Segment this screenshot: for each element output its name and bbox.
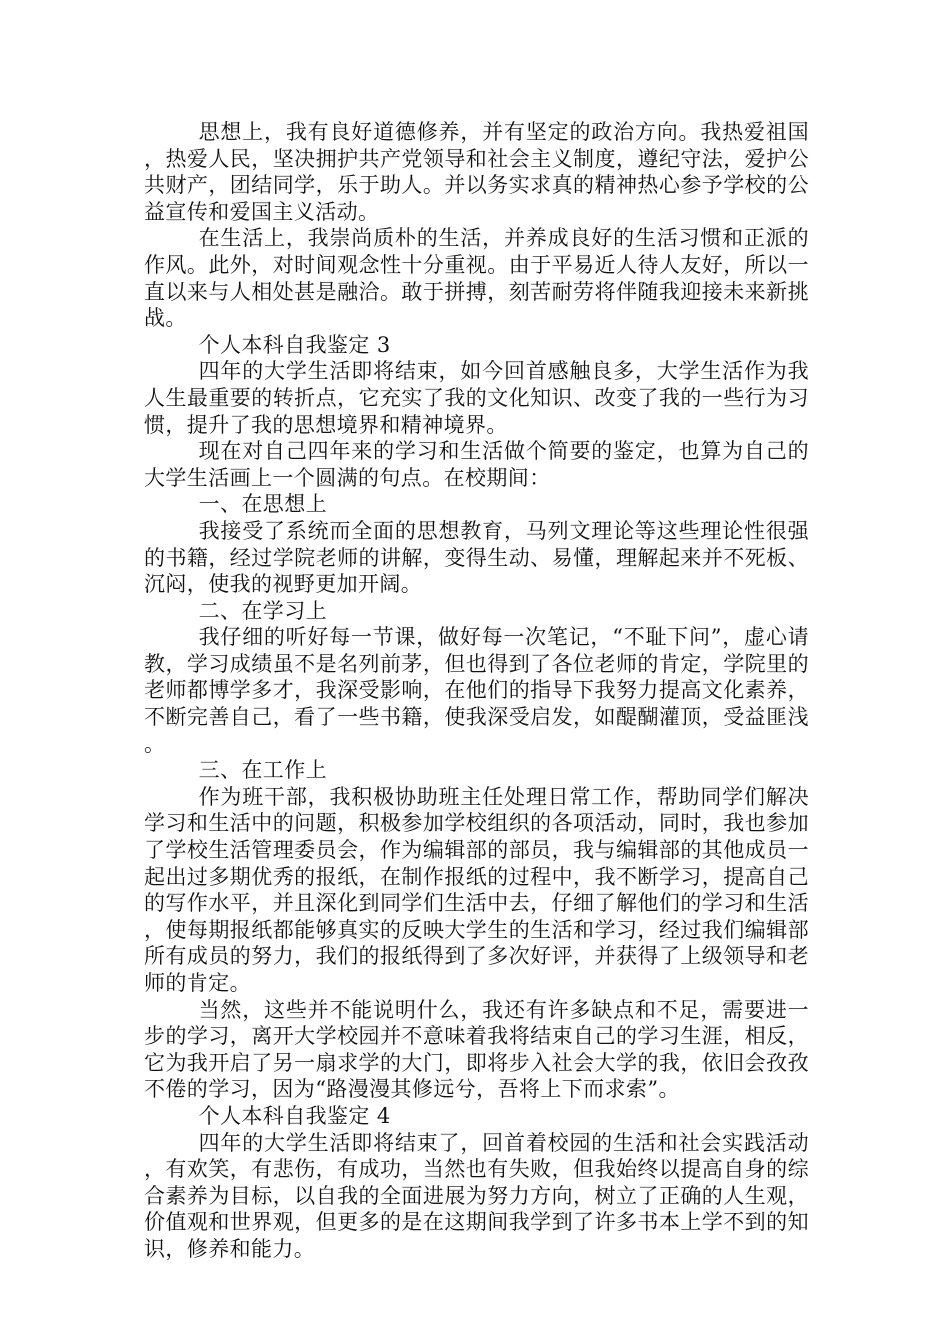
paragraph-intro-4: 四年的大学生活即将结束了，回首着校园的生活和社会实践活动，有欢笑，有悲伤，有成功，当然也有失败，但我始终以提高自身的综合素养为目标，以自我的全面进展为努力方向，树立了正确的人生观，价值观和世界观，但更多的是在这期间我学到了许多书本上学不到的知识，修养和能力。 xyxy=(144,1130,809,1261)
subheading-work: 三、在工作上 xyxy=(198,758,327,783)
paragraph-summary-3: 现在对自己四年来的学习和生活做个简要的鉴定，也算为自己的大学生活画上一个圆满的句点。在校期间： xyxy=(144,439,809,490)
subheading-ideology: 一、在思想上 xyxy=(198,492,327,517)
paragraph-intro-3: 四年的大学生活即将结束，如今回首感触良多，大学生活作为我人生最重要的转折点，它充实了我的文化知识、改变了我的一些行为习惯，提升了我的思想境界和精神境界。 xyxy=(144,359,809,437)
paragraph-life: 在生活上，我崇尚质朴的生活，并养成良好的生活习惯和正派的作风。此外，对时间观念性十分重视。由于平易近人待人友好，所以一直以来与人相处甚是融洽。敢于拼搏，刻苦耐劳将伴随我迎接未来新挑战。 xyxy=(144,226,809,331)
document-body xyxy=(144,119,809,1263)
paragraph-ideology-education: 我接受了系统而全面的思想教育，马列文理论等这些理论性很强的书籍，经过学院老师的讲解，变得生动、易懂，理解起来并不死板、沉闷，使我的视野更加开阔。 xyxy=(144,518,809,597)
paragraph-reflection: 当然，这些并不能说明什么，我还有许多缺点和不足，需要进一步的学习，离开大学校园并不意味着我将结束自己的学习生涯，相反，它为我开启了另一扇求学的大门，即将步入社会大学的我，依旧会孜孜不倦的学习，因为“路漫漫其修远兮，吾将上下而求索”。 xyxy=(144,997,809,1102)
paragraph-work: 作为班干部，我积极协助班主任处理日常工作，帮助同学们解决学习和生活中的问题，积极参加学校组织的各项活动，同时，我也参加了学校生活管理委员会，作为编辑部的部员，我与编辑部的其他成员一起出过多期优秀的报纸，在制作报纸的过程中，我不断学习，提高自己的写作水平，并且深化到同学们生活中去，仔细了解他们的学习和生活，使每期报纸都能够真实的反映大学生的生活和学习，经过我们编辑部所有成员的努力，我们的报纸得到了多次好评，并获得了上级领导和老师的肯定。 xyxy=(144,784,809,995)
section-title-4: 个人本科自我鉴定 4 xyxy=(198,1103,391,1128)
paragraph-ideology: 思想上，我有良好道德修养，并有坚定的政治方向。我热爱祖国，热爱人民，坚决拥护共产党领导和社会主义制度，遵纪守法，爱护公共财产，团结同学，乐于助人。并以务实求真的精神热心参予学校的公益宣传和爱国主义活动。 xyxy=(144,120,809,224)
section-title-3: 个人本科自我鉴定 3 xyxy=(198,332,391,357)
paragraph-study: 我仔细的听好每一节课，做好每一次笔记，“不耻下问”，虚心请教，学习成绩虽不是名列前茅，但也得到了各位老师的肯定，学院里的老师都博学多才，我深受影响，在他们的指导下我努力提高文化素养，不断完善自己，看了一些书籍，使我深受启发，如醍醐灌顶，受益匪浅。 xyxy=(144,625,809,756)
subheading-study: 二、在学习上 xyxy=(198,598,327,623)
